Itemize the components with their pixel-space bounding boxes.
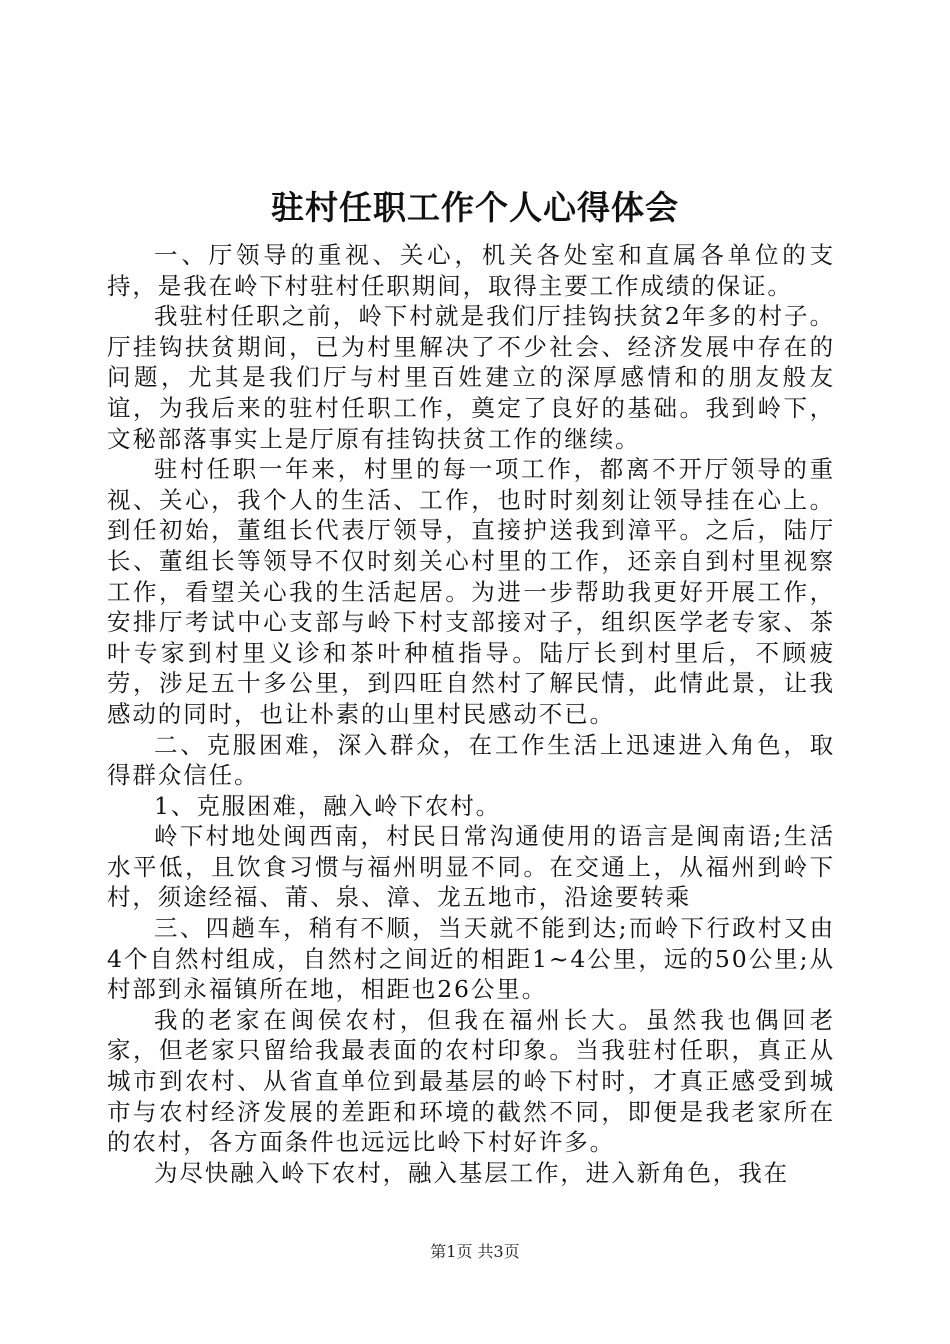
paragraph: 三、四趟车，稍有不顺，当天就不能到达;而岭下行政村又由4个自然村组成，自然村之间近的相距1~4公里，远的50公里;从村部到永福镇所在地，相距也26公里。 (107, 914, 835, 1004)
document-title: 驻村任职工作个人心得体会 (271, 188, 679, 227)
paragraph: 一、厅领导的重视、关心，机关各处室和直属各单位的支持，是我在岭下村驻村任职期间，取得主要工作成绩的保证。 (107, 241, 835, 300)
paragraph: 我驻村任职之前，岭下村就是我们厅挂钩扶贫2年多的村子。厅挂钩扶贫期间，已为村里解决了不少社会、经济发展中存在的问题，尤其是我们厅与村里百姓建立的深厚感情和的朋友般友谊，为我后来的驻村任职工作，奠定了良好的基础。我到岭下，文秘部落事实上是厅原有挂钩扶贫工作的继续。 (107, 302, 835, 453)
paragraph: 1、克服困难，融入岭下农村。 (154, 791, 502, 820)
paragraph: 驻村任职一年来，村里的每一项工作，都离不开厅领导的重视、关心，我个人的生活、工作，也时时刻刻让领导挂在心上。到任初始，董组长代表厅领导，直接护送我到漳平。之后，陆厅长、董组长等领导不仅时刻关心村里的工作，还亲自到村里视察工作，看望关心我的生活起居。为进一步帮助我更好开展工作，安排厅考试中心支部与岭下村支部接对子，组织医学老专家、茶叶专家到村里义诊和茶叶种植指导。陆厅长到村里后，不顾疲劳，涉足五十多公里，到四旺自然村了解民情，此情此景，让我感动的同时，也让朴素的山里村民感动不已。 (107, 455, 835, 728)
page-number-footer: 第1页 共3页 (430, 1242, 520, 1261)
paragraph: 我的老家在闽侯农村，但我在福州长大。虽然我也偶回老家，但老家只留给我最表面的农村印象。当我驻村任职，真正从城市到农村、从省直单位到最基层的岭下村时，才真正感受到城市与农村经济发展的差距和环境的截然不同，即便是我老家所在的农村，各方面条件也远远比岭下村好许多。 (107, 1005, 835, 1157)
paragraph: 二、克服困难，深入群众，在工作生活上迅速进入角色，取得群众信任。 (107, 730, 835, 790)
document-body (107, 240, 835, 1188)
paragraph: 岭下村地处闽西南，村民日常沟通使用的语言是闽南语;生活水平低，且饮食习惯与福州明显不同。在交通上，从福州到岭下村，须途经福、莆、泉、漳、龙五地市，沿途要转乘 (107, 822, 835, 912)
paragraph: 为尽快融入岭下农村，融入基层工作，进入新角色，我在 (154, 1158, 789, 1187)
